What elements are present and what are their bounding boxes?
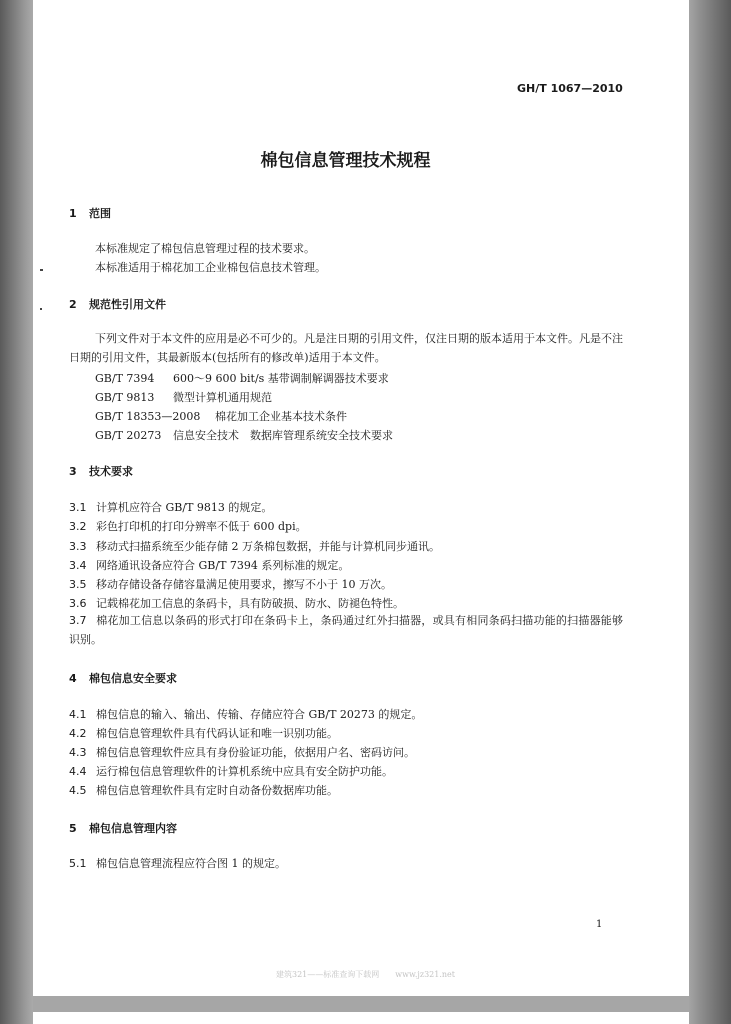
section-number: 3	[69, 465, 77, 478]
requirement-item	[69, 499, 272, 515]
requirement-item	[69, 706, 422, 722]
item-text: 移动式扫描系统至少能存储 2 万条棉包数据，并能与计算机同步通讯。	[96, 540, 440, 553]
requirement-item	[69, 518, 307, 534]
reference-code: GB/T 18353—2008	[95, 410, 201, 423]
section-heading-1	[69, 205, 111, 221]
section-title: 棉包信息安全要求	[89, 672, 177, 685]
next-page-edge	[33, 1012, 689, 1024]
paragraph: 下列文件对于本文件的应用是必不可少的。凡是注日期的引用文件，仅注日期的版本适用于本文件。凡是不注日期的引用文件，其最新版本(包括所有的修改单)适用于本文件。	[69, 332, 623, 364]
section-number: 1	[69, 207, 77, 220]
item-text: 棉包信息管理软件具有代码认证和唯一识别功能。	[96, 727, 338, 740]
reference-code: GB/T 7394	[95, 372, 155, 385]
section-number: 4	[69, 672, 77, 685]
section-heading-2	[69, 296, 166, 312]
reference-item	[95, 408, 347, 424]
item-text: 棉包信息的输入、输出、传输、存储应符合 GB/T 20273 的规定。	[96, 708, 423, 721]
item-number: 3.6	[69, 597, 87, 610]
item-number: 4.4	[69, 765, 87, 778]
paragraph: 本标准适用于棉花加工企业棉包信息技术管理。	[95, 261, 326, 274]
item-text: 彩色打印机的打印分辨率不低于 600 dpi。	[96, 520, 307, 533]
section-title: 棉包信息管理内容	[89, 822, 177, 835]
watermark: 建筑321——标准查询下载网 www.jz321.net	[275, 970, 455, 979]
reference-item	[95, 427, 393, 443]
requirement-item	[69, 557, 349, 573]
reference-text: 微型计算机通用规范	[173, 391, 272, 404]
item-number: 3.4	[69, 559, 87, 572]
requirement-item	[69, 782, 338, 798]
scan-edge-right	[687, 0, 731, 1024]
page-number: 1	[596, 919, 603, 930]
item-number: 3.3	[69, 540, 87, 553]
reference-text: 信息安全技术 数据库管理系统安全技术要求	[173, 429, 393, 442]
item-text: 记载棉花加工信息的条码卡，具有防破损、防水、防褪色特性。	[96, 597, 404, 610]
requirement-item	[69, 611, 623, 649]
item-text: 计算机应符合 GB/T 9813 的规定。	[96, 501, 273, 514]
requirement-item	[69, 538, 440, 554]
reference-item	[95, 389, 272, 405]
requirement-item	[69, 576, 392, 592]
scan-speck	[40, 269, 43, 271]
item-number: 3.5	[69, 578, 87, 591]
requirement-item	[69, 744, 415, 760]
reference-text: 棉花加工企业基本技术条件	[215, 410, 347, 423]
reference-code: GB/T 9813	[95, 391, 155, 404]
scan-speck	[40, 308, 42, 310]
item-text: 棉花加工信息以条码的形式打印在条码卡上，条码通过红外扫描器，或具有相同条码扫描功能的扫描器能够识别。	[69, 614, 623, 646]
item-text: 运行棉包信息管理软件的计算机系统中应具有安全防护功能。	[96, 765, 393, 778]
item-number: 4.2	[69, 727, 87, 740]
item-text: 棉包信息管理流程应符合图 1 的规定。	[96, 857, 286, 870]
section-number: 2	[69, 298, 77, 311]
section-heading-3	[69, 463, 133, 479]
section-title: 规范性引用文件	[89, 298, 166, 311]
reference-item	[95, 370, 389, 386]
item-number: 3.7	[69, 614, 87, 627]
standard-code: GH/T 1067—2010	[517, 82, 623, 95]
item-text: 棉包信息管理软件具有定时自动备份数据库功能。	[96, 784, 338, 797]
reference-code: GB/T 20273	[95, 429, 162, 442]
item-number: 4.5	[69, 784, 87, 797]
item-number: 4.1	[69, 708, 87, 721]
item-number: 3.1	[69, 501, 87, 514]
section-heading-5	[69, 820, 177, 836]
requirement-item	[69, 595, 404, 611]
requirement-item	[69, 855, 286, 871]
section-heading-4	[69, 670, 177, 686]
item-number: 4.3	[69, 746, 87, 759]
item-text: 移动存储设备存储容量满足使用要求，擦写不小于 10 万次。	[96, 578, 392, 591]
item-number: 3.2	[69, 520, 87, 533]
section-title: 范围	[89, 207, 111, 220]
page-gap	[33, 996, 689, 1012]
item-number: 5.1	[69, 857, 87, 870]
section-title: 技术要求	[89, 465, 133, 478]
paragraph: 本标准规定了棉包信息管理过程的技术要求。	[95, 242, 315, 255]
requirement-item	[69, 725, 338, 741]
section-number: 5	[69, 822, 77, 835]
item-text: 网络通讯设备应符合 GB/T 7394 系列标准的规定。	[96, 559, 350, 572]
requirement-item	[69, 763, 393, 779]
item-text: 棉包信息管理软件应具有身份验证功能，依据用户名、密码访问。	[96, 746, 415, 759]
document-title: 棉包信息管理技术规程	[260, 151, 431, 171]
reference-text: 600～9 600 bit/s 基带调制解调器技术要求	[173, 372, 389, 385]
